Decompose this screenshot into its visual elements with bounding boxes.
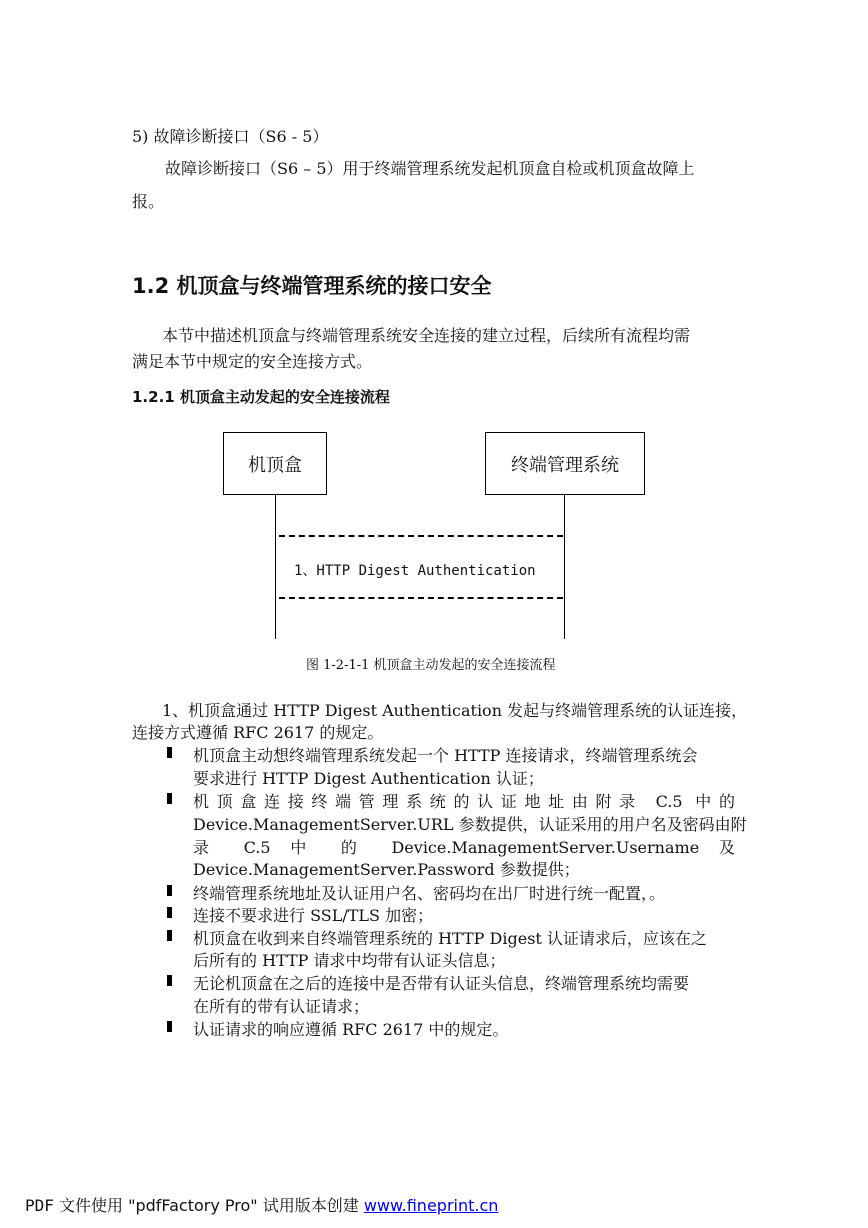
bullet-marker [167, 747, 172, 758]
intro-line-1: 1、机顶盒通过 HTTP Digest Authentication 发起与终端管理系统的认证连接， [162, 701, 748, 720]
bullet-1-line-2: 要求进行 HTTP Digest Authentication 认证； [193, 769, 544, 788]
bullet-2-line-4: Device.ManagementServer.Password 参数提供； [193, 860, 580, 879]
section-1-2-paragraph-line-2: 满足本节中规定的安全连接方式。 [132, 352, 373, 371]
footer-text: 文件使用 "pdfFactory Pro" 试用版本创建 [53, 1196, 364, 1215]
bullet-5-line-2: 后所有的 HTTP 请求中均带有认证头信息； [193, 951, 506, 970]
bullet-marker [167, 907, 172, 918]
stb-box [223, 432, 327, 495]
message-label: 1、HTTP Digest Authentication [294, 563, 536, 579]
pdf-footer [25, 1193, 498, 1216]
section-5-heading: 5) 故障诊断接口（S6 - 5） [132, 127, 329, 146]
bullet-marker [167, 975, 172, 986]
bullet-2-line-3: 录 C.5 中 的 Device.ManagementServer.Username 及 [193, 838, 735, 857]
management-system-lifeline [564, 494, 565, 639]
section-5-paragraph-line-1: 故障诊断接口（S6 – 5）用于终端管理系统发起机顶盒自检或机顶盒故障上 [165, 159, 695, 178]
bullet-3-line-1: 终端管理系统地址及认证用户名、密码均在出厂时进行统一配置，。 [193, 884, 666, 903]
bullet-2-line-2: Device.ManagementServer.URL 参数提供，认证采用的用户名及密码由附 [193, 815, 747, 834]
figure-caption: 图 1-2-1-1 机顶盒主动发起的安全连接流程 [306, 658, 556, 673]
footer-prefix: PDF [25, 1196, 54, 1215]
stb-box-label: 机顶盒 [248, 454, 302, 476]
bullet-marker [167, 1021, 172, 1032]
bullet-4-line-1: 连接不要求进行 SSL/TLS 加密； [193, 906, 434, 925]
section-1-2-paragraph-line-1: 本节中描述机顶盒与终端管理系统安全连接的建立过程，后续所有流程均需 [162, 326, 691, 345]
bullet-2-line-1: 机顶盒连接终端管理系统的认证地址由附录 C.5 中的 [193, 792, 735, 811]
bullet-marker [167, 793, 172, 804]
message-bottom-dashed-line [279, 597, 563, 599]
footer-link[interactable]: www.fineprint.cn [363, 1196, 499, 1215]
intro-line-2: 连接方式遵循 RFC 2617 的规定。 [132, 723, 384, 742]
bullet-1-line-1: 机顶盒主动想终端管理系统发起一个 HTTP 连接请求，终端管理系统会 [193, 746, 698, 765]
section-5-paragraph-line-2: 报。 [132, 192, 165, 211]
bullet-6-line-2: 在所有的带有认证请求； [193, 997, 370, 1016]
message-top-dashed-line [279, 535, 563, 537]
bullet-6-line-1: 无论机顶盒在之后的连接中是否带有认证头信息，终端管理系统均需要 [193, 974, 690, 993]
stb-lifeline [275, 494, 276, 639]
bullet-marker [167, 930, 172, 941]
management-system-box [485, 432, 645, 495]
bullet-5-line-1: 机顶盒在收到来自终端管理系统的 HTTP Digest 认证请求后，应该在之 [193, 929, 707, 948]
section-1-2-heading: 1.2 机顶盒与终端管理系统的接口安全 [132, 274, 492, 298]
management-system-box-label: 终端管理系统 [511, 454, 619, 476]
bullet-marker [167, 885, 172, 896]
section-1-2-1-heading: 1.2.1 机顶盒主动发起的安全连接流程 [132, 388, 390, 406]
bullet-7-line-1: 认证请求的响应遵循 RFC 2617 中的规定。 [193, 1020, 509, 1039]
